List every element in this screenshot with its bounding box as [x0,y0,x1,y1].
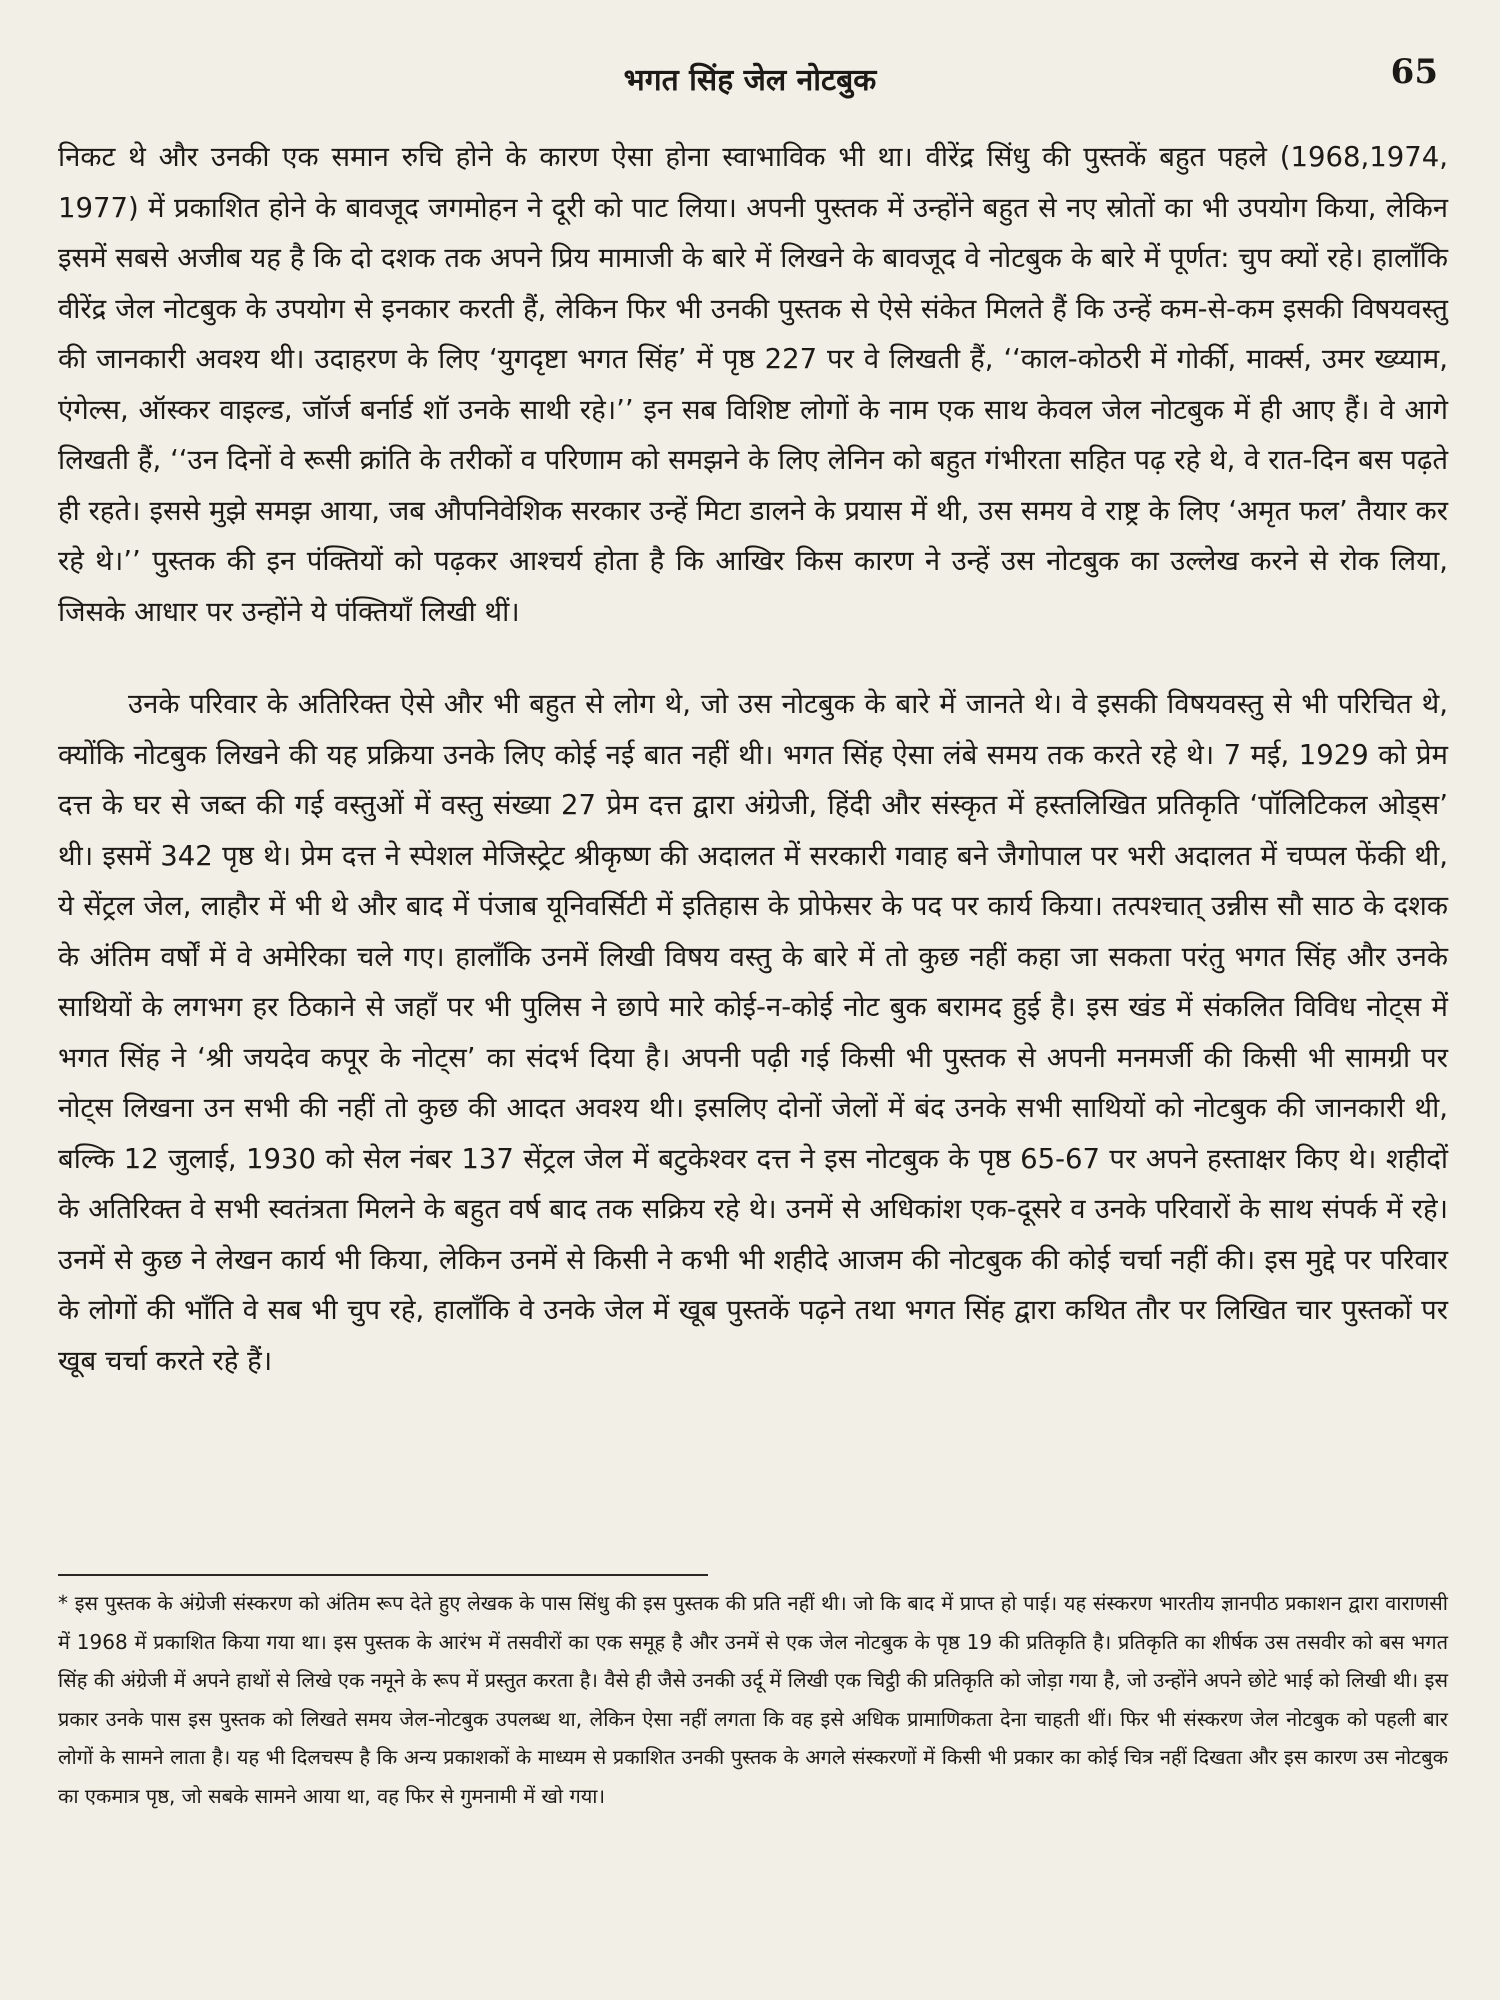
paragraph-2: उनके परिवार के अतिरिक्त ऐसे और भी बहुत से लोग थे, जो उस नोटबुक के बारे में जानते थे। वे इसकी विषयवस्तु से भी परिचित थे, क्योंकि नोटबुक लिखने की यह प्रक्रिया उनके लिए कोई नई बात नहीं थी। भगत सिंह ऐसा लंबे समय तक करते रहे थे। 7 मई, 1929 को प्रेम दत्त के घर से जब्त की गई वस्तुओं में वस्तु संख्या 27 प्रेम दत्त द्वारा अंग्रेजी, हिंदी और संस्कृत में हस्तलिखित प्रतिकृति ‘पॉलिटिकल ओड्स’ थी। इसमें 342 पृष्ठ थे। प्रेम दत्त ने स्पेशल मेजिस्ट्रेट श्रीकृष्ण की अदालत में सरकारी गवाह बने जैगोपाल पर भरी अदालत में चप्पल फेंकी थी, ये सेंट्रल जेल, लाहौर में भी थे और बाद में पंजाब यूनिवर्सिटी में इतिहास के प्रोफेसर के पद पर कार्य किया। तत्पश्चात् उन्नीस सौ साठ के दशक के अंतिम वर्षों में वे अमेरिका चले गए। हालाँकि उनमें लिखी विषय वस्तु के बारे में तो कुछ नहीं कहा जा सकता परंतु भगत सिंह और उनके साथियों के लगभग हर ठिकाने से जहाँ पर भी पुलिस ने छापे मारे कोई-न-कोई नोट बुक बरामद हुई है। इस खंड में संकलित विविध नोट्स में भगत सिंह ने ‘श्री जयदेव कपूर के नोट्स’ का संदर्भ दिया है। अपनी पढ़ी गई किसी भी पुस्तक से अपनी मनमर्जी की किसी भी सामग्री पर नोट्स लिखना उन सभी की नहीं तो कुछ की आदत अवश्य थी। इसलिए दोनों जेलों में बंद उनके सभी साथियों को नोटबुक की जानकारी थी, बल्कि 12 जुलाई, 1930 को सेल नंबर 137 सेंट्रल जेल में बटुकेश्वर दत्त ने इस नोटबुक के पृष्ठ 65-67 पर अपने हस्ताक्षर किए थे। शहीदों के अतिरिक्त वे सभी स्वतंत्रता मिलने के बहुत वर्ष बाद तक सक्रिय रहे थे। उनमें से अधिकांश एक-दूसरे व उनके परिवारों के साथ संपर्क में रहे। उनमें से कुछ ने लेखन कार्य भी किया, लेकिन उनमें से किसी ने कभी भी शहीदे आजम की नोटबुक की कोई चर्चा नहीं की। इस मुद्दे पर परिवार के लोगों की भाँति वे सब भी चुप रहे, हालाँकि वे उनके जेल में खूब पुस्तकें पढ़ने तथा भगत सिंह द्वारा कथित तौर पर लिखित चार पुस्तकों पर खूब चर्चा करते रहे हैं। [58,688,1448,1377]
page-number: 65 [1390,52,1438,92]
running-title: भगत सिंह जेल नोटबुक [623,63,877,98]
running-header [0,52,1500,102]
footnote: * इस पुस्तक के अंग्रेजी संस्करण को अंतिम रूप देते हुए लेखक के पास सिंधु की इस पुस्तक की प्रति नहीं थी। जो कि बाद में प्राप्त हो पाई। यह संस्करण भारतीय ज्ञानपीठ प्रकाशन द्वारा वाराणसी में 1968 में प्रकाशित किया गया था। इस पुस्तक के आरंभ में तसवीरों का एक समूह है और उनमें से एक जेल नोटबुक के पृष्ठ 19 की प्रतिकृति है। प्रतिकृति का शीर्षक उस तसवीर को बस भगत सिंह की अंग्रेजी में अपने हाथों से लिखे एक नमूने के रूप में प्रस्तुत करता है। वैसे ही जैसे उनकी उर्दू में लिखी एक चिट्ठी की प्रतिकृति को जोड़ा गया है, जो उन्होंने अपने छोटे भाई को लिखी थी। इस प्रकार उनके पास इस पुस्तक को लिखते समय जेल-नोटबुक उपलब्ध था, लेकिन ऐसा नहीं लगता कि वह इसे अधिक प्रामाणिकता देना चाहती थीं। फिर भी संस्करण जेल नोटबुक को पहली बार लोगों के सामने लाता है। यह भी दिलचस्प है कि अन्य प्रकाशकों के माध्यम से प्रकाशित उनकी पुस्तक के अगले संस्करणों में किसी भी प्रकार का कोई चित्र नहीं दिखता और इस कारण उस नोटबुक का एकमात्र पृष्ठ, जो सबके सामने आया था, वह फिर से गुमनामी में खो गया। [58,1591,1448,1808]
footnote-divider [58,1574,708,1576]
main-text [58,132,1448,1386]
paragraph-1: निकट थे और उनकी एक समान रुचि होने के कारण ऐसा होना स्वाभाविक भी था। वीरेंद्र सिंधु की पुस्तकें बहुत पहले (1968,1974, 1977) में प्रकाशित होने के बावजूद जगमोहन ने दूरी को पाट लिया। अपनी पुस्तक में उन्होंने बहुत से नए स्रोतों का भी उपयोग किया, लेकिन इसमें सबसे अजीब यह है कि दो दशक तक अपने प्रिय मामाजी के बारे में लिखने के बावजूद वे नोटबुक के बारे में पूर्णत: चुप क्यों रहे। हालाँकि वीरेंद्र जेल नोटबुक के उपयोग से इनकार करती हैं, लेकिन फिर भी उनकी पुस्तक से ऐसे संकेत मिलते हैं कि उन्हें कम-से-कम इसकी विषयवस्तु की जानकारी अवश्य थी। उदाहरण के लिए ‘युगदृष्टा भगत सिंह’ में पृष्ठ 227 पर वे लिखती हैं, ‘‘काल-कोठरी में गोर्की, मार्क्स, उमर ख्य्याम, एंगेल्स, ऑस्कर वाइल्ड, जॉर्ज बर्नार्ड शॉ उनके साथी रहे।’’ इन सब विशिष्ट लोगों के नाम एक साथ केवल जेल नोटबुक में ही आए हैं। वे आगे लिखती हैं, ‘‘उन दिनों वे रूसी क्रांति के तरीकों व परिणाम को समझने के लिए लेनिन को बहुत गंभीरता सहित पढ़ रहे थे, वे रात-दिन बस पढ़ते ही रहते। इससे मुझे समझ आया, जब औपनिवेशिक सरकार उन्हें मिटा डालने के प्रयास में थी, उस समय वे राष्ट्र के लिए ‘अमृत फल’ तैयार कर रहे थे।’’ पुस्तक की इन पंक्तियों को पढ़कर आश्चर्य होता है कि आखिर किस कारण ने उन्हें उस नोटबुक का उल्लेख करने से रोक लिया, जिसके आधार पर उन्होंने ये पंक्तियाँ लिखी थीं। [58,141,1448,628]
